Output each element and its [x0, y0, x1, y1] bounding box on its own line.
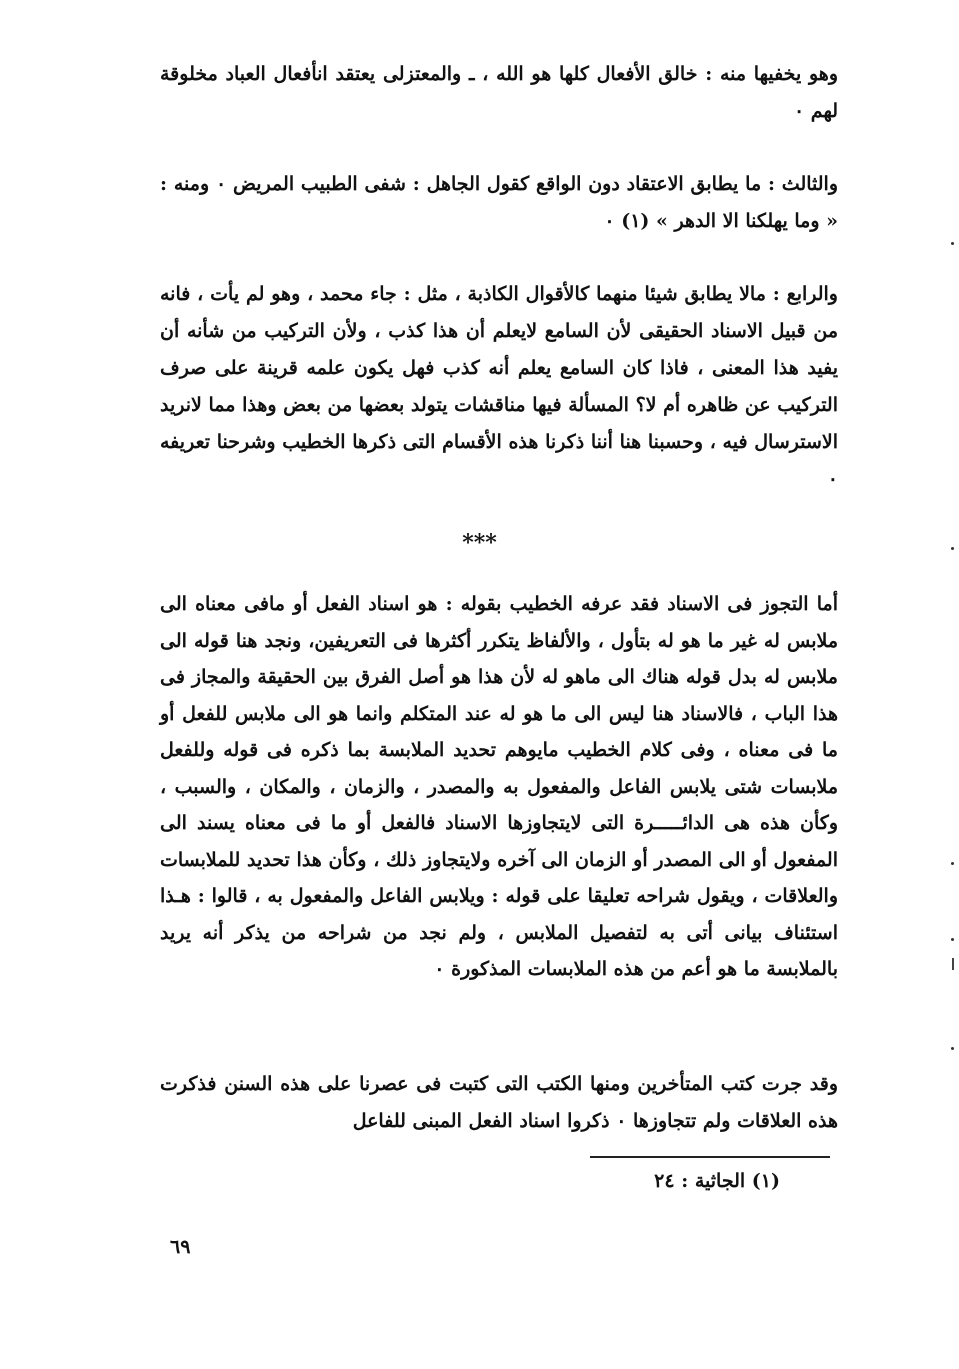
scan-speck [951, 1047, 954, 1050]
paragraph-3: والرابع : مالا يطابق شيئا منهما كالأقوال الكاذبة ، مثل : جاء محمد ، وهو لم يأت ، فانه من قبيل الاسناد الحقيقى لأن السامع لايعلم أن هذا كذب ، ولأن التركيب من شأنه أن يفيد هذا المعنى ، فاذا كان السامع يعلم أنه كذب فهل يكون علمه قرينة على صرف التركيب عن ظاهره أم لا؟ المسألة فيها مناقشات يتولد بعضها من بعض وهذا مما لانريد الاسترسال فيه ، وحسبنا هنا أننا ذكرنا هذه الأقسام التى ذكرها الخطيب وشرحنا تعريفه ٠ [160, 283, 838, 490]
paragraph-4: أما التجوز فى الاسناد فقد عرفه الخطيب بقوله : هو اسناد الفعل أو مافى معناه الى ملابس له غير ما هو له بتأول ، والألفاظ يتكرر أكثرها فى التعريفين، ونجد هنا قوله الى ملابس له بدل قوله هناك الى ماهو له لأن هذا هو أصل الفرق بين الحقيقة والمجاز فى هذا الباب ، فالاسناد هنا ليس الى ما هو له عند المتكلم وانما هو الى ملابس للفعل أو ما فى معناه ، وفى كلام الخطيب مايوهم تحديد الملابسة بما ذكره فى قوله وللفعل ملابسات شتى يلابس الفاعل والمفعول به والمصدر ، والزمان ، والمكان ، والسبب ، وكأن هذه هى الدائـــــرة التى لايتجاوزها الاسناد فالفعل أو ما فى معناه يسند الى المفعول أو الى المصدر أو الزمان الى آخره ولايتجاوز ذلك ، وكأن هذا تحديد للملابسات والعلاقات ، ويقول شراحه تعليقا على قوله : ويلابس الفاعل والمفعول به ، قالوا : هـذا استئناف بيانى أتى به لتفصيل الملابس ، ولم نجد من شراحه من يذكر أنه يريد بالملابسة ما هو أعم من هذه الملابسات المذكورة ٠ [160, 593, 838, 980]
page-number: ٦٩ [170, 1236, 191, 1258]
scan-speck [951, 938, 954, 941]
scan-speck [951, 547, 954, 550]
footnote: (١) الجاثية : ٢٤ [654, 1170, 780, 1192]
body-text-block [160, 276, 838, 498]
footnote-divider [590, 1156, 830, 1158]
scan-speck [951, 242, 954, 245]
body-text-block [160, 56, 838, 130]
scan-mark [952, 958, 954, 970]
body-text-block [160, 1066, 838, 1140]
body-text-block [160, 586, 838, 988]
section-separator: *** [462, 530, 497, 556]
paragraph-5: وقد جرت كتب المتأخرين ومنها الكتب التى كتبت فى عصرنا على هذه السنن فذكرت هذه العلاقات ولم تتجاوزها ٠ ذكروا اسناد الفعل المبنى للفاعل [160, 1073, 838, 1132]
body-text-block [160, 166, 838, 240]
scan-speck [951, 862, 954, 865]
paragraph-2: والثالث : ما يطابق الاعتقاد دون الواقع كقول الجاهل : شفى الطبيب المريض ٠ ومنه : « وما يهلكنا الا الدهر » (١) ٠ [160, 173, 839, 232]
paragraph-1: وهو يخفيها منه : خالق الأفعال كلها هو الله ، ـ والمعتزلى يعتقد انأفعال العباد مخلوقة لهم ٠ [160, 63, 838, 122]
